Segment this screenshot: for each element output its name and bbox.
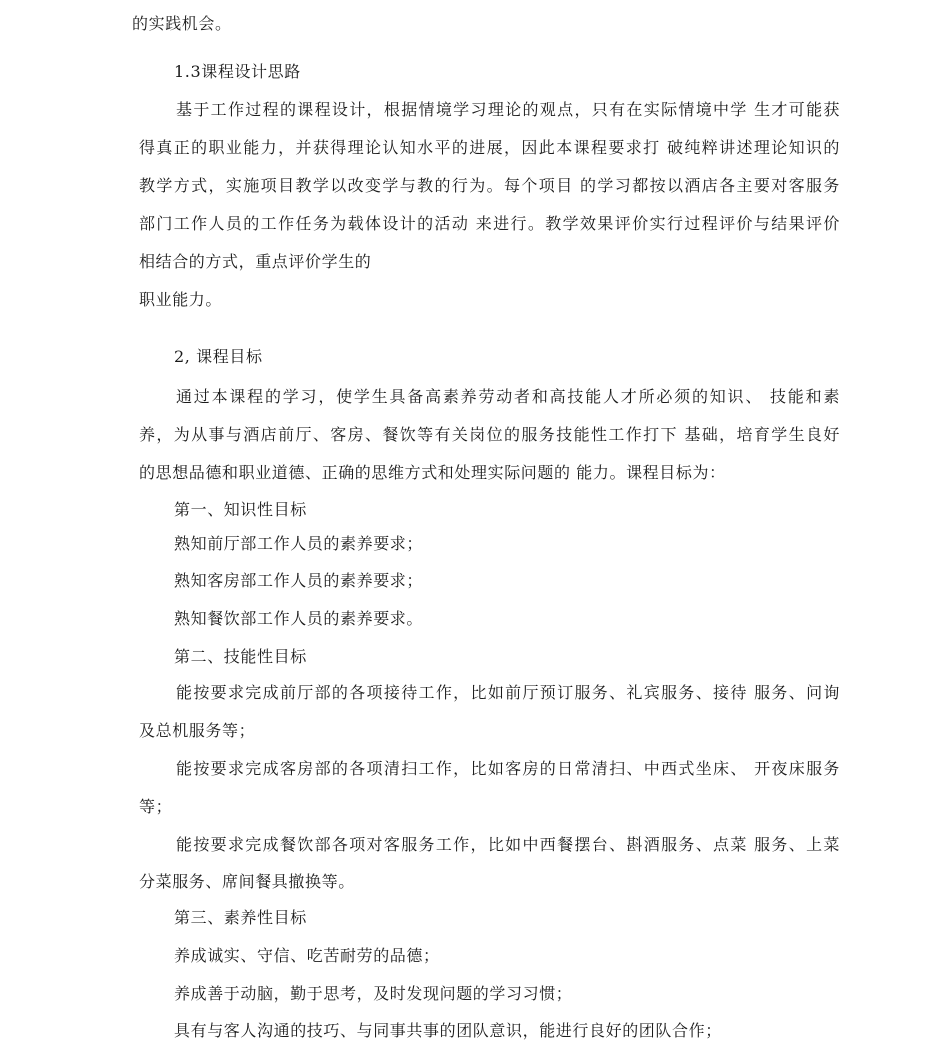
paragraph-line: 通过本课程的学习，使学生具备高素养劳动者和高技能人才所必须的知识、 技能和素 bbox=[176, 387, 840, 406]
paragraph-line: 基于工作过程的课程设计，根据情境学习理论的观点，只有在实际情境中学 生才可能获 bbox=[176, 100, 840, 119]
paragraph-line: 能按要求完成餐饮部各项对客服务工作，比如中西餐摆台、斟酒服务、点菜 服务、上菜 bbox=[176, 835, 840, 854]
paragraph-line: 部门工作人员的工作任务为载体设计的活动 来进行。教学效果评价实行过程评价与结果评价 bbox=[139, 214, 840, 233]
paragraph-line: 能按要求完成客房部的各项清扫工作，比如客房的日常清扫、中西式坐床、 开夜床服务 bbox=[176, 759, 840, 778]
subheading-knowledge-goals: 第一、知识性目标 bbox=[174, 500, 307, 519]
paragraph-line: 教学方式，实施项目教学以改变学与教的行为。每个项目 的学习都按以酒店各主要对客服务 bbox=[139, 176, 840, 195]
subheading-skill-goals: 第二、技能性目标 bbox=[174, 647, 307, 666]
paragraph-line: 能按要求完成前厅部的各项接待工作，比如前厅预订服务、礼宾服务、接待 服务、问询 bbox=[176, 683, 840, 702]
paragraph-line: 得真正的职业能力，并获得理论认知水平的进展，因此本课程要求打 破纯粹讲述理论知识的 bbox=[139, 138, 840, 157]
list-item: 养成善于动脑，勤于思考，及时发现问题的学习习惯； bbox=[174, 984, 573, 1003]
paragraph-line: 职业能力。 bbox=[139, 290, 223, 309]
paragraph-line: 分菜服务、席间餐具撤换等。 bbox=[139, 872, 355, 891]
paragraph-line: 养，为从事与酒店前厅、客房、餐饮等有关岗位的服务技能性工作打下 基础，培育学生良好 bbox=[139, 425, 840, 444]
subheading-quality-goals: 第三、素养性目标 bbox=[174, 908, 307, 927]
paragraph-line: 相结合的方式，重点评价学生的 bbox=[139, 252, 372, 271]
list-item: 熟知客房部工作人员的素养要求； bbox=[174, 571, 424, 590]
section-heading-1-3: 1.3课程设计思路 bbox=[174, 62, 301, 81]
list-item: 熟知前厅部工作人员的素养要求； bbox=[174, 534, 424, 553]
section-heading-2: 2, 课程目标 bbox=[174, 347, 263, 366]
paragraph-line: 及总机服务等； bbox=[139, 721, 256, 740]
list-item: 具有与客人沟通的技巧、与同事共事的团队意识，能进行良好的团队合作； bbox=[174, 1021, 722, 1040]
paragraph-line: 等； bbox=[139, 797, 173, 816]
list-item: 养成诚实、守信、吃苦耐劳的品德； bbox=[174, 946, 440, 965]
list-item: 熟知餐饮部工作人员的素养要求。 bbox=[174, 609, 424, 628]
paragraph-line: 的实践机会。 bbox=[132, 14, 232, 33]
paragraph-line: 的思想品德和职业道德、正确的思维方式和处理实际问题的 能力。课程目标为： bbox=[139, 463, 726, 482]
